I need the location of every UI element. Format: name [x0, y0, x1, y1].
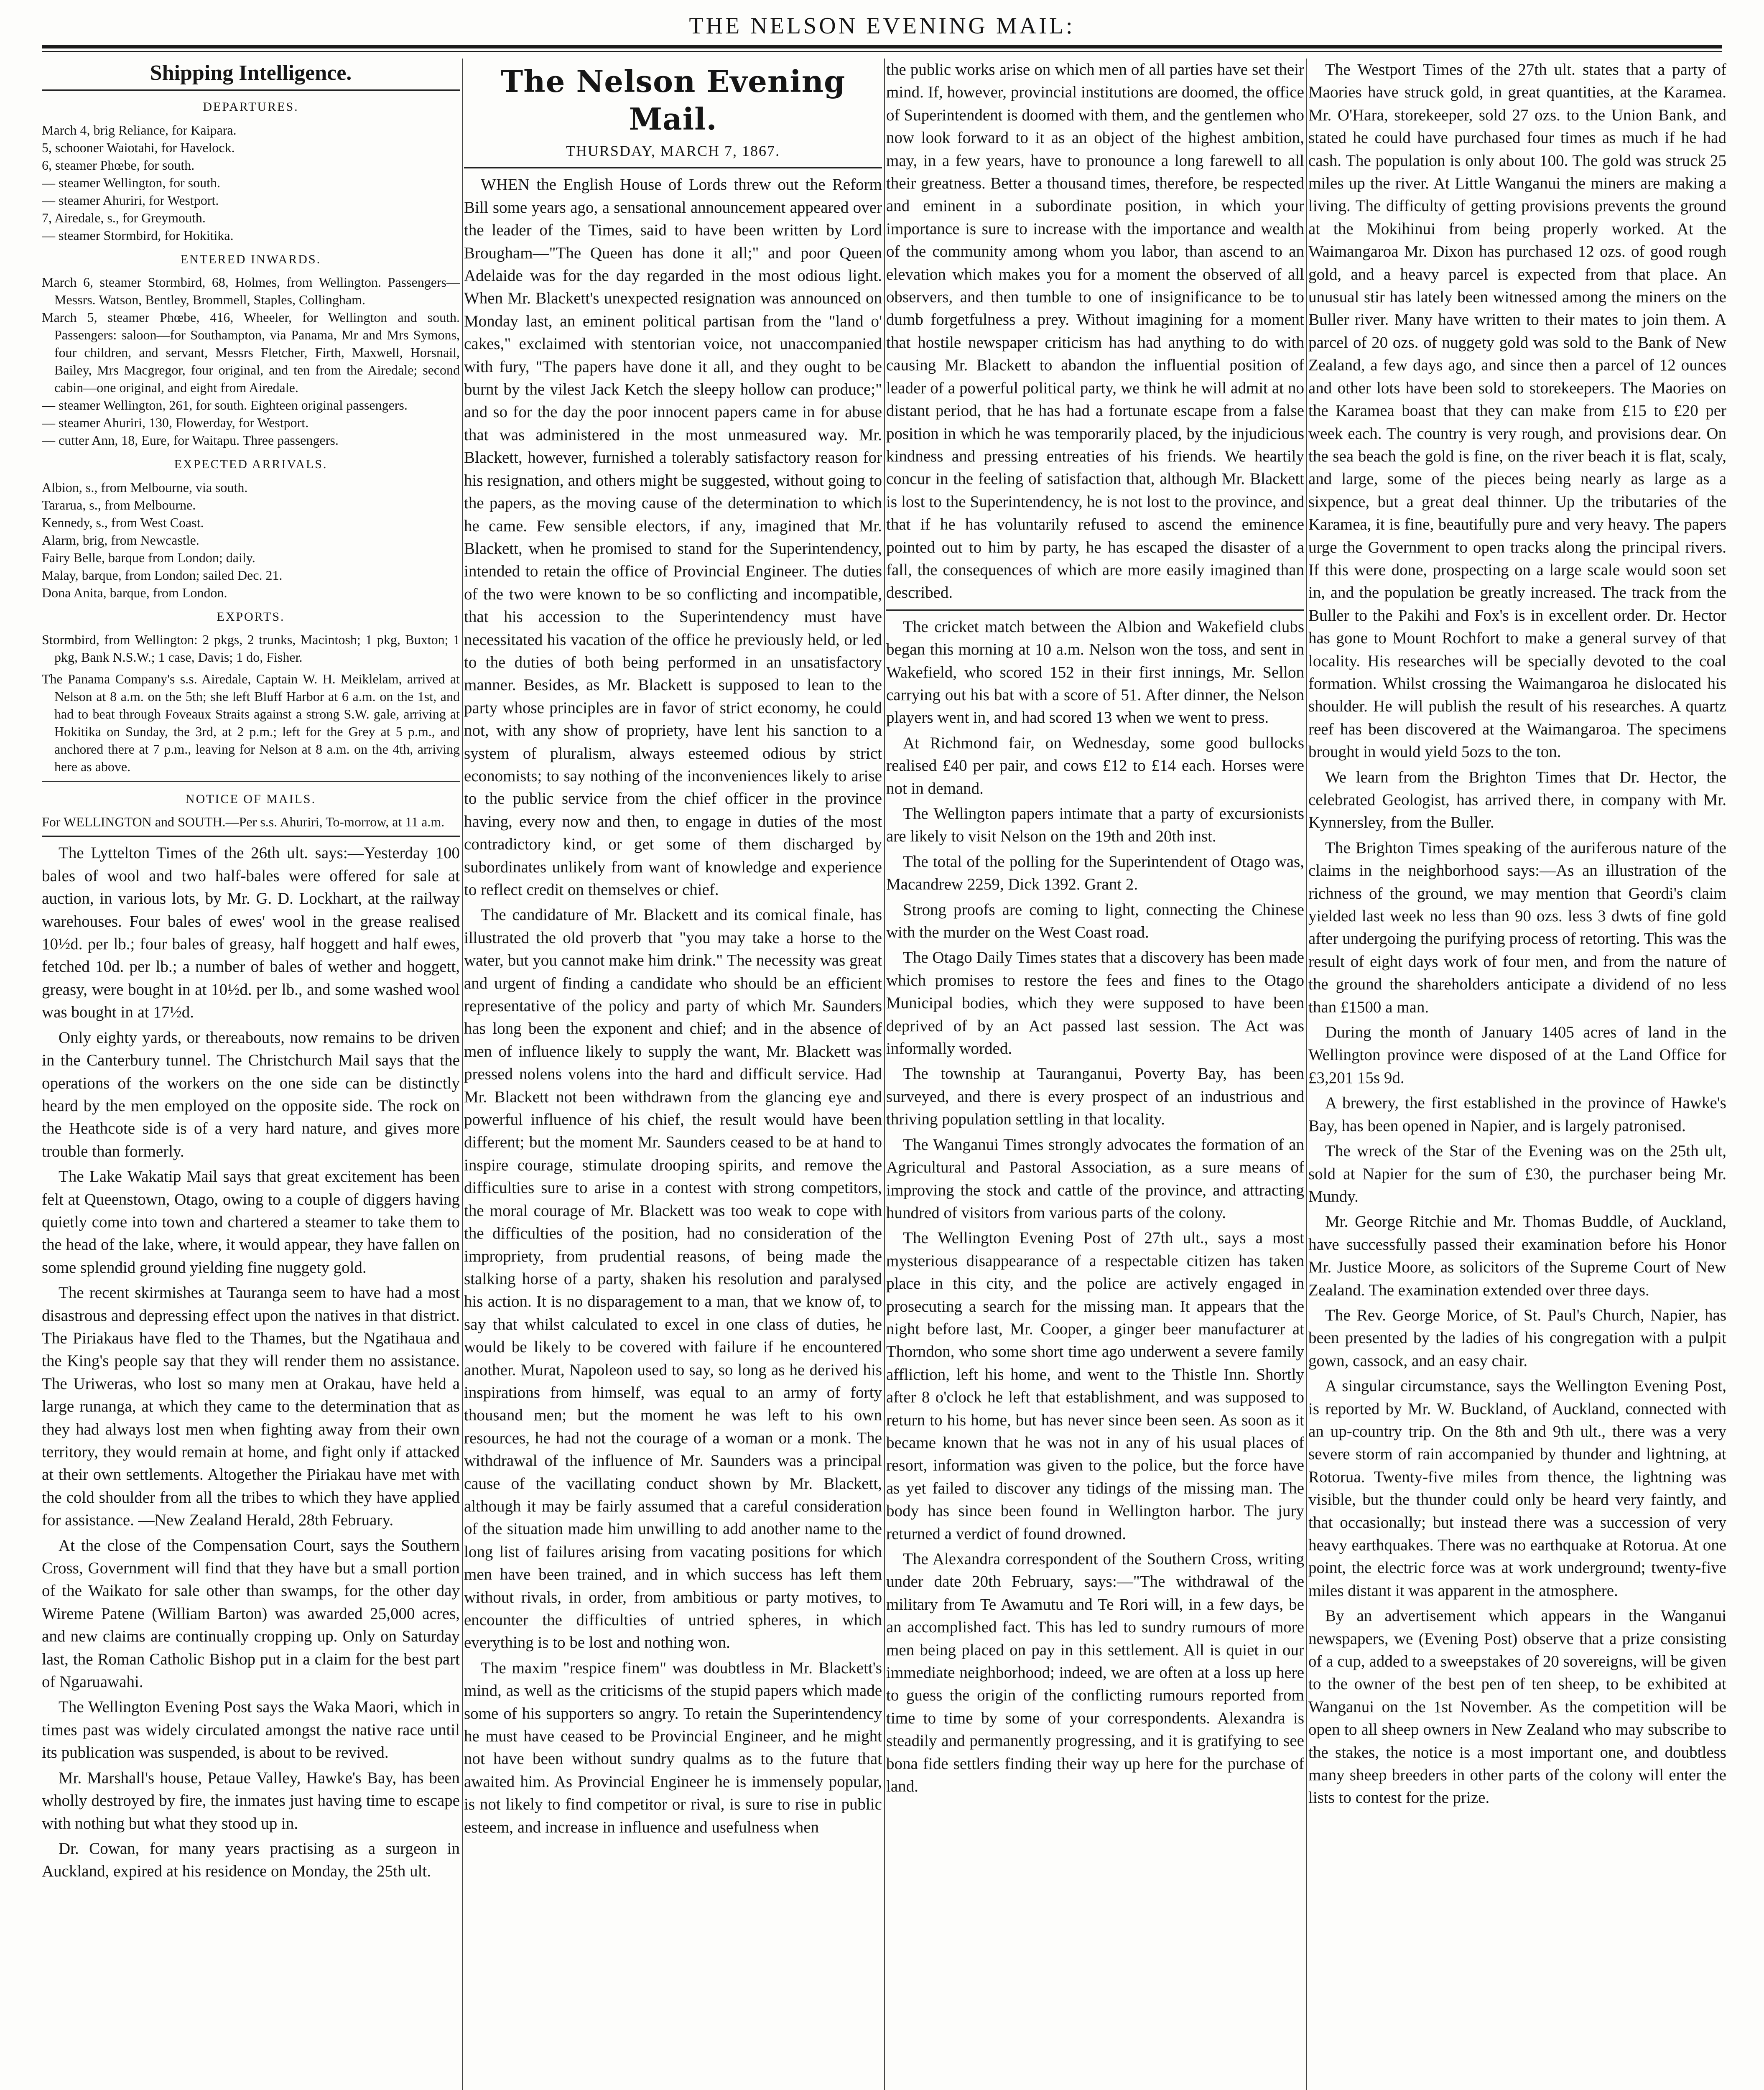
- expected-item: Albion, s., from Melbourne, via south.: [42, 479, 248, 495]
- column-3: [886, 59, 1304, 2090]
- expected-list: [42, 479, 460, 602]
- divider: [464, 167, 882, 168]
- news-paragraph: The Brighton Times speaking of the auriferous nature of the claims in the neighborhood says:—As an illustration of the richness of the ground, we may mention that Geordi's claim yielded last week no less than 90 ozs. less 3 dwts of fine gold after undergoing the purifying process of retorting. This was the result of eight days work of four men, and from the nature of the ground the shareholders anticipate a dividend of no less than £1500 a man.: [1308, 839, 1726, 1016]
- news-paragraph: We learn from the Brighton Times that Dr. Hector, the celebrated Geologist, has arrived there, in company with Mr. Kynnersley, from the Buller.: [1308, 768, 1726, 832]
- departure-item: 6, steamer Phœbe, for south.: [42, 157, 195, 173]
- entered-label: ENTERED INWARDS.: [180, 252, 321, 266]
- departure-item: 7, Airedale, s., for Greymouth.: [42, 210, 206, 225]
- departures-list: [42, 121, 460, 244]
- departure-item: — steamer Ahuriri, for Westport.: [42, 192, 219, 208]
- exports-label: EXPORTS.: [217, 609, 285, 624]
- news-paragraph: The wreck of the Star of the Evening was on the 25th ult, sold at Napier for the sum of £30, the purchaser being Mr. Mundy.: [1308, 1142, 1726, 1206]
- news-paragraph: The Westport Times of the 27th ult. states that a party of Maories have struck gold, in great quantities, at the Karamea. Mr. O'Hara, storekeeper, sold 27 ozs. to the Union Bank, and stated he could have purchased four times as much if he had cash. The population is only about 100. The gold was struck 25 miles up the river. At Little Wanganui the miners are making a living. The difficulty of getting provisions prevents the ground at the Mokihinui from being properly worked. At the Waimangaroa Mr. Dixon has purchased 12 ozs. of good rough gold, and a heavy parcel is expected from that place. An unusual stir has lately been witnessed among the miners on the Buller river. Many have written to their mates to join them. A parcel of 20 ozs. of nuggety gold was sold to the Bank of New Zealand, a few days ago, and since then a parcel of 12 ounces and other lots have been sold to storekeepers. The Maories on the Karamea boast that they can make from £15 to £20 per week each. The country is very rough, and provisions dear. On the sea beach the gold is fine, on the river beach it is flat, scaly, and large, some of the pieces being nearly as large as a sixpence, but a great deal thinner. Up the tributaries of the Karamea, it is fine, beautifully pure and very heavy. The papers urge the Government to open tracks along the principal rivers. If this were done, prospecting on a large scale would soon set in, and the population be greatly increased. The track from the Buller to the Pakihi and Fox's is in excellent order. Dr. Hector has gone to Mount Rochfort to make a general survey of that locality. His researches will be specially devoted to the coal formation. Whilst crossing the Waimangaroa he dislocated his shoulder. He will publish the result of his researches. A quartz reef has been discovered at the Waimangaroa. The specimens brought in would yield 5ozs to the ton.: [1308, 61, 1726, 761]
- exports-item: Stormbird, from Wellington: 2 pkgs, 2 trunks, Macintosh; 1 pkg, Buxton; 1 pkg, Bank N.S.W.; 1 case, Davis; 1 do, Fisher.: [42, 632, 460, 665]
- news-paragraph: The Wellington Evening Post of 27th ult., says a most mysterious disappearance of a respectable citizen has taken place in this city, and the police are actively engaged in prosecuting a search for the missing man. It appears that the night before last, Mr. Cooper, a ginger beer manufacturer at Thorndon, who some short time ago underwent a severe family affliction, left his home, and went to the Thistle Inn. Shortly after 8 o'clock he left that establishment, and was supposed to return to his home, but has never since been seen. As soon as it became known that he was not in any of his usual places of resort, information was given to the police, but the force have as yet failed to discover any tidings of the missing man. The body has since been found in Wellington harbor. The jury returned a verdict of found drowned.: [886, 1229, 1304, 1543]
- editorial-paragraph: WHEN the English House of Lords threw out the Reform Bill some years ago, a sensational announcement appeared over the leader of the Times, said to have been written by Lord Brougham—"The Queen has done it all;" and poor Queen Adelaide was for the day regarded in the most odious light. When Mr. Blackett's unexpected resignation was announced on Monday last, an eminent political partisan from the "land o' cakes," exclaimed with stentorian voice, not unaccompanied with fury, "The papers have done it all, and they ought to be burnt by the vilest Jack Ketch the sleepy hollow can produce;" and so for the day the poor innocent papers came in for abuse that was administered in the most unmeasured way. Mr. Blackett, however, furnished a tolerably satisfactory reason for his resignation, and others might be suggested, without going to the papers, as the moving cause of the determination to which he came. Few sensible electors, if any, imagined that Mr. Blackett, when he promised to stand for the Superintendency, intended to retain the office of Provincial Engineer. The duties of the two were known to be so conflicting and incompatible, that his accession to the Superintendency must have necessitated his vacation of the office he previously held, or led to the duties of both being performed in an unsatisfactory manner. Besides, as Mr. Blackett is supposed to lean to the party whose principles are in favor of strict economy, he could not, with any show of propriety, have lent his sanction to a system of pluralism, always esteemed odious by strict economists; to say nothing of the inconveniences likely to arise to the public service from the chief officer in the province having, every now and then, to engage in duties of the most contradictory kind, or get some of them discharged by subordinates unlikely from want of knowledge and experience to reflect credit on themselves or chief.: [464, 176, 882, 899]
- column-divider: [462, 59, 463, 2090]
- news-paragraph: The Wanganui Times strongly advocates the formation of an Agricultural and Pastoral Association, as a sure means of improving the stock and cattle of the province, and attracting hundred of visitors from various parts of the colony.: [886, 1135, 1304, 1222]
- entered-item: — steamer Ahuriri, 130, Flowerday, for Westport.: [42, 415, 309, 431]
- news-paragraph: The Wellington papers intimate that a party of excursionists are likely to visit Nelson on the 19th and 20th inst.: [886, 805, 1304, 846]
- expected-label: EXPECTED ARRIVALS.: [174, 457, 328, 472]
- masthead: THE NELSON EVENING MAIL:: [689, 13, 1075, 39]
- news-paragraph: The Alexandra correspondent of the Southern Cross, writing under date 20th February, says:—"The withdrawal of the military from Te Awamutu and Te Rori will, in a few days, be an accomplished fact. This has led to sundry rumours of more men being placed on pay in this settlement. All is quiet in our immediate neighborhood; indeed, we are often at a loss up here to guess the origin of the conflicting rumours reported from time to time by some of your correspondents. Alexandra is steadily and permanently progressing, and it is gratifying to see bona fide settlers finding their way up here for the purchase of land.: [886, 1550, 1304, 1796]
- column-divider: [1306, 59, 1307, 2090]
- news-paragraph: During the month of January 1405 acres of land in the Wellington province were disposed of at the Land Office for £3,201 15s 9d.: [1308, 1023, 1726, 1087]
- column-2: [464, 59, 882, 2090]
- news-paragraph: A singular circumstance, says the Wellington Evening Post, is reported by Mr. W. Buckland, of Auckland, connected with an up-country trip. On the 8th and 9th ult., there was a very severe storm of rain accompanied by thunder and lightning, at Rotorua. Twenty-five miles from thence, the lightning was visible, but the thunder could only be heard very faintly, and that occasionally; but instead there was a succession of very heavy earthquakes. There was no earthquake at Rotorua. At one point, the electric force was at work underground; twenty-five miles distant it was apparent in the atmosphere.: [1308, 1377, 1726, 1600]
- column-4: [1308, 59, 1726, 2090]
- editorial-paragraph: The maxim "respice finem" was doubtless in Mr. Blackett's mind, as well as the criticisms of the stupid papers which made some of his supporters so angry. To retain the Superintendency he must have ceased to be Provincial Engineer, and he might not have been without sundry qualms as to the future that awaited him. As Provincial Engineer he is immensely popular, is not likely to find competitor or rival, is sure to rise in public esteem, and increase in influence and usefulness when: [464, 1659, 882, 1836]
- entered-list: [42, 273, 460, 449]
- news-paragraph: At the close of the Compensation Court, says the Southern Cross, Government will find that they have but a small portion of the Waikato for sale other than swamps, for the other day Wireme Patene (William Barton) was awarded 25,000 acres, and new claims are continually cropping up. Only on Saturday last, the Roman Catholic Bishop put in a claim for the best part of Ngaruawahi.: [42, 1536, 460, 1691]
- news-paragraph: Mr. George Ritchie and Mr. Thomas Buddle, of Auckland, have successfully passed their examination before his Honor Mr. Justice Moore, as solicitors of the Supreme Court of New Zealand. The examination extended over three days.: [1308, 1213, 1726, 1299]
- editorial-paragraph: The candidature of Mr. Blackett and its comical finale, has illustrated the old proverb that "you may take a horse to the water, but you cannot make him drink." The necessity was great and urgent of finding a candidate who should be an efficient representative of the policy and party of which Mr. Saunders has long been the exponent and chief; and in the absence of men of influence likely to supply the want, Mr. Blackett was pressed nolens volens into the hard and difficult service. Had Mr. Blackett not been withdrawn from the glancing eye and powerful influence of his chief, the result would have been different; but the moment Mr. Saunders ceased to be at hand to inspire courage, stimulate drooping spirits, and remove the difficulties sure to arise in a contest with strong competitors, the moral courage of Mr. Blackett was too weak to cope with the difficulties of the position, had no consideration of the impropriety, from prudential reasons, of being made the stalking horse of a party, shaken his resolution and paralysed his action. It is no disparagement to a man, that we know of, to say that whilst calculated to excel in one class of duties, he would be likely to be covered with failure if he encountered another. Murat, Napoleon used to say, so long as he derived his inspirations from himself, was equal to an army of forty thousand men; but the moment he was left to his own resources, he had not the courage of a woman or a monk. The withdrawal of the influence of Mr. Saunders was a principal cause of the vacillating conduct shown by Mr. Blackett, although it may be fairly assumed that a careful consideration of the situation made him unwilling to add another name to the long list of failures arising from vacating positions for which men have been trained, and in which success has left them without rivals, in order, from ambitious or party motives, to encounter the difficulties of untried spheres, in which everything is to be lost and nothing won.: [464, 906, 882, 1652]
- entered-item: — steamer Wellington, 261, for south. Eighteen original passengers.: [42, 398, 408, 413]
- entered-item: March 6, steamer Stormbird, 68, Holmes, from Wellington. Passengers—Messrs. Watson, Bentley, Brommell, Staples, Collingham.: [42, 275, 460, 308]
- departure-item: — steamer Wellington, for south.: [42, 175, 220, 190]
- news-paragraph: Mr. Marshall's house, Petaue Valley, Hawke's Bay, has been wholly destroyed by fire, the inmates just having time to escape with nothing but what they stood up in.: [42, 1769, 460, 1833]
- entered-item: — cutter Ann, 18, Eure, for Waitapu. Three passengers.: [42, 433, 339, 448]
- news-paragraph: The Wellington Evening Post says the Waka Maori, which in times past was widely circulated amongst the native race until its publication was suspended, is about to be revived.: [42, 1698, 460, 1762]
- expected-item: Kennedy, s., from West Coast.: [42, 515, 204, 530]
- exports-text: [42, 631, 460, 666]
- news-paragraph: The township at Tauranganui, Poverty Bay, has been surveyed, and there is every prospect of an industrious and thriving population settling in that locality.: [886, 1065, 1304, 1129]
- divider: [42, 781, 460, 782]
- news-paragraph: The Rev. George Morice, of St. Paul's Church, Napier, has been presented by the ladies of his congregation with a pulpit gown, cassock, and an easy chair.: [1308, 1306, 1726, 1370]
- news-paragraph: The cricket match between the Albion and Wakefield clubs began this morning at 10 a.m. Nelson won the toss, and sent in Wakefield, who scored 152 in their first innings, Mr. Sellon carrying out his bat with a score of 51. After dinner, the Nelson players went in, and had scored 13 when we went to press.: [886, 617, 1304, 727]
- column-1: [42, 59, 460, 2090]
- mails-text: For WELLINGTON and SOUTH.—Per s.s. Ahuriri, To-morrow, at 11 a.m.: [42, 814, 445, 830]
- mails-notice: [42, 813, 460, 831]
- divider: [42, 89, 460, 91]
- departure-item: 5, schooner Waiotahi, for Havelock.: [42, 140, 235, 155]
- shipping-title: Shipping Intelligence.: [150, 61, 352, 85]
- entered-item: March 5, steamer Phœbe, 416, Wheeler, for Wellington and south. Passengers: saloon—for Southampton, via Panama, Mr and Mrs Symons, four children, and servant, Messrs Fletcher, Firth, Maxwell, Horsnail, Bailey, Mrs Macgregor, four original, and ten from the Airedale; second cabin—one original, and eight from Airedale.: [42, 310, 460, 395]
- departure-item: March 4, brig Reliance, for Kaipara.: [42, 122, 237, 138]
- editorial-paragraph: the public works arise on which men of all parties have set their mind. If, however, provincial institutions are doomed, the office of Superintendent is doomed with them, and the gentlemen who now look forward to it as an object of the highest ambition, may, in a few years, have to pronounce a long farewell to all their greatness. Better a thousand times, therefore, be respected and eminent in a subordinate position, in which your importance is sure to increase with the importance and wealth of the community among whom you labor, than ascend to an elevation which makes you for a moment the observed of all observers, and then tumble to one of insignificance to be to dumb forgetfulness a prey. Without imagining for a moment that hostile newspaper criticism has had anything to do with causing Mr. Blackett to abandon the influential position of leader of a powerful political party, we think he will admit at no distant period, that he has had a fortunate escape from a false position in which he was temporarily placed, by the injudicious kindness and pressing entreaties of his friends. We heartily concur in the feeling of satisfaction that, although Mr. Blackett is lost to the Superintendency, he is not lost to the province, and that if he has voluntarily refused to ascend the eminence pointed out to him by party, he has escaped the disaster of a fall, the consequences of which are more easily imagined than described.: [886, 61, 1304, 602]
- news-paragraph: The Lyttelton Times of the 26th ult. says:—Yesterday 100 bales of wool and two half-bales were offered for sale at auction, in various lots, by Mr. G. D. Lockhart, at the railway warehouses. Four bales of ewes' wool in the grease realised 10½d. per lb.; four bales of greasy, half hoggett and half ewes, fetched 10d. per lb.; a number of bales of wether and hoggett, greasy, were bought in at 10½d. per lb., and some washed wool was bought in at 17½d.: [42, 844, 460, 1022]
- mails-label: NOTICE OF MAILS.: [185, 792, 316, 806]
- news-paragraph: At Richmond fair, on Wednesday, some good bullocks realised £40 per pair, and cows £12 to £14 each. Horses were not in demand.: [886, 734, 1304, 798]
- dateline: THURSDAY, MARCH 7, 1867.: [566, 143, 780, 159]
- news-paragraph: By an advertisement which appears in the Wanganui newspapers, we (Evening Post) observe that a prize consisting of a cup, added to a sweepstakes of 20 sovereigns, will be given to the owner of the best pen of ten sheep, to be exhibited at Wanganui on the 1st November. As the competition will be open to all sheep owners in New Zealand who may subscribe to the stakes, the notice is a most important one, and doubtless many sheep breeders in other parts of the colony will enter the lists to contest for the prize.: [1308, 1607, 1726, 1807]
- panama-notice: [42, 670, 460, 775]
- news-paragraph: Dr. Cowan, for many years practising as a surgeon in Auckland, expired at his residence on Monday, the 25th ult.: [42, 1839, 460, 1881]
- news-paragraph: The recent skirmishes at Tauranga seem to have had a most disastrous and depressing effect upon the natives in that district. The Piriakaus have fled to the Thames, but the Ngatihaua and the King's people say that they will render them no assistance. The Uriweras, who lost so many men at Orakau, have held a large runanga, at which they came to the determination that as they had always lost men when fighting away from their own territory, they would remain at home, and fight only if attacked at their own settlements. Altogether the Piriakau have met with the cold shoulder from all the tribes to which they have applied for assistance. —New Zealand Herald, 28th February.: [42, 1284, 460, 1529]
- expected-item: Fairy Belle, barque from London; daily.: [42, 550, 255, 565]
- masthead-rule: [42, 45, 1722, 48]
- expected-item: Alarm, brig, from Newcastle.: [42, 532, 199, 548]
- expected-item: Dona Anita, barque, from London.: [42, 585, 227, 600]
- column-divider: [884, 59, 885, 2090]
- news-paragraph: The Otago Daily Times states that a discovery has been made which promises to restore the fees and fines to the Otago Municipal bodies, which they were supposed to have been deprived of by an Act passed last session. The Act was informally worded.: [886, 948, 1304, 1058]
- news-paragraph: Only eighty yards, or thereabouts, now remains to be driven in the Canterbury tunnel. The Christchurch Mail says that the operations of the workers on the one side can be distinctly heard by the men employed on the opposite side. The rock on the Heathcote side is of a very hard nature, and gives more trouble than formerly.: [42, 1028, 460, 1160]
- news-paragraph: The total of the polling for the Superintendent of Otago was, Macandrew 2259, Dick 1392. Grant 2.: [886, 852, 1304, 894]
- divider: [886, 609, 1304, 611]
- expected-item: Malay, barque, from London; sailed Dec. 21.: [42, 567, 283, 583]
- news-paragraph: Strong proofs are coming to light, connecting the Chinese with the murder on the West Coast road.: [886, 900, 1304, 942]
- divider: [42, 836, 460, 837]
- expected-item: Tararua, s., from Melbourne.: [42, 497, 196, 512]
- departure-item: — steamer Stormbird, for Hokitika.: [42, 227, 234, 243]
- panama-text: The Panama Company's s.s. Airedale, Captain W. H. Meiklelam, arrived at Nelson at 8 a.m. on the 5th; she left Bluff Harbor at 6 a.m. on the 1st, and had to beat through Foveaux Straits against a strong S.W. gale, arriving at Hokitika on Sunday, the 3rd, at 2 p.m.; left for the Grey at 5 p.m., and anchored there at 7 p.m., leaving for Nelson at 8 a.m. on the 4th, arriving here as above.: [42, 671, 460, 775]
- news-paragraph: The Lake Wakatip Mail says that great excitement has been felt at Queenstown, Otago, owing to a couple of diggers having quietly come into town and chartered a steamer to take them to the head of the lake, where, it would appear, they have fallen on some splendid ground yielding fine nuggety gold.: [42, 1167, 460, 1277]
- newspaper-banner: The Nelson Evening Mail.: [500, 64, 846, 137]
- departures-label: DEPARTURES.: [203, 100, 299, 114]
- news-paragraph: A brewery, the first established in the province of Hawke's Bay, has been opened in Napier, and is largely patronised.: [1308, 1094, 1726, 1135]
- masthead-rule-thin: [42, 51, 1722, 52]
